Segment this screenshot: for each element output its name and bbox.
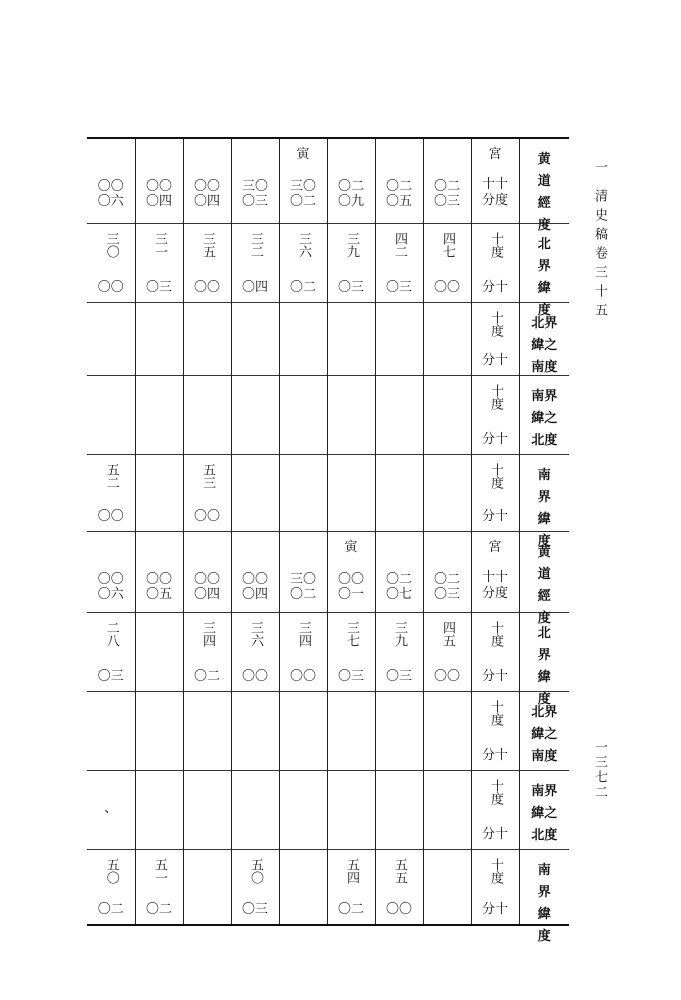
block2-row-jing [87,532,569,613]
minute-value: 〇〇 [289,669,316,684]
block2-jing-cell-5 [327,532,375,613]
block2-nanbei-cell-0 [87,771,135,850]
degree-value: 二八 [103,621,119,647]
degree-value: 三四 [200,621,215,647]
block2-bei-cell-5 [327,613,375,692]
gong-head: 十十 [481,177,508,192]
degree-value: 三九 [344,232,359,258]
minute-value: 〇〇 [97,280,124,295]
block2-jing-cell-0 [87,532,135,613]
degree-value: 三一 [152,232,167,258]
unit-degree: 十度 [488,858,503,884]
block2-nanbei-label [519,771,569,850]
block1-nan-unit [471,455,519,532]
block1-jing-label [519,138,569,233]
block1-bei-cell-2 [183,224,231,303]
block1-bei-label [519,224,569,318]
block2-beinan-label [519,692,569,771]
block2-nanbei-cell-7 [423,771,471,850]
longitude-value: 〇〇〇六 [97,572,124,602]
block1-jing-cell-3 [231,138,279,224]
longitude-value: 〇〇〇四 [193,572,220,602]
block2-nanbei-cell-2 [183,771,231,850]
block1-beinan-cell-5 [327,303,375,376]
block2-nan-label [519,850,569,944]
block2-jing-label [519,532,569,626]
longitude-value: 〇〇〇四 [193,179,220,209]
minute-value: 〇三 [337,669,364,684]
minute-value: 〇三 [97,669,124,684]
longitude-value: 〇二〇九 [337,179,364,209]
block2-nan-cell-3 [231,850,279,926]
minute-value: 〇〇 [433,669,460,684]
longitude-value: 〇〇〇四 [145,179,172,209]
block2-beinan-unit [471,692,519,771]
block2-jing-cell-7 [423,532,471,613]
minute-value: 〇〇 [241,669,268,684]
block2-nanbei-cell-4 [279,771,327,850]
block2-row-nan [87,850,569,926]
block1-beinan-cell-3 [231,303,279,376]
unit-minute: 分十 [481,902,508,917]
unit-minute: 分十 [481,353,508,368]
block1-nan-cell-1 [135,455,183,532]
block2-row-bei [87,613,569,692]
block2-row-nanbei [87,771,569,850]
unit-degree: 十度 [488,700,503,726]
block1-nan-cell-0 [87,455,135,532]
header-mark: 寅 [296,147,310,162]
longitude-value: 〇二〇七 [385,572,412,602]
row-label: 南界緯度 [537,468,551,549]
block1-nanbei-cell-6 [375,376,423,455]
minute-value: 〇〇 [385,902,412,917]
block1-beinan-cell-2 [183,303,231,376]
block1-jing-cell-5 [327,138,375,224]
block2-beinan-cell-5 [327,692,375,771]
minute-value: 〇三 [145,280,172,295]
block2-bei-cell-7 [423,613,471,692]
block2-nan-cell-2 [183,850,231,926]
unit-degree: 十度 [488,384,503,410]
block1-jing-cell-0 [87,138,135,224]
block1-bei-cell-0 [87,224,135,303]
block1-beinan-unit [471,303,519,376]
minute-value: 〇〇 [433,280,460,295]
degree-value: 五〇 [103,858,119,884]
minute-value: 〇三 [385,280,412,295]
block2-bei-unit [471,613,519,692]
block1-nanbei-cell-1 [135,376,183,455]
block2-jing-cell-6 [375,532,423,613]
longitude-value: 〇〇〇一 [337,572,364,602]
unit-degree: 十度 [488,232,503,258]
block1-bei-cell-1 [135,224,183,303]
row-label: 南界緯之北度 [531,389,558,448]
minute-value: 〇二 [193,669,220,684]
block2-jing-cell-2 [183,532,231,613]
degree-value: 三五 [200,232,215,258]
unit-minute: 分十 [481,280,508,295]
degree-value: 三六 [248,621,263,647]
longitude-value: 三〇〇三 [241,179,268,209]
block2-nan-cell-1 [135,850,183,926]
minute-value: 〇三 [241,902,268,917]
block2-nanbei-unit [471,771,519,850]
block1-bei-cell-6 [375,224,423,303]
block1-nan-label [519,455,569,549]
block1-row-nanbei [87,376,569,455]
block1-bei-unit [471,224,519,303]
block1-nanbei-cell-4 [279,376,327,455]
block1-nanbei-cell-0 [87,376,135,455]
block2-bei-cell-1 [135,613,183,692]
block1-jing-cell-6 [375,138,423,224]
minute-value: 〇二 [97,902,124,917]
row-label: 北界緯之南度 [531,705,558,764]
block1-row-nan [87,455,569,532]
block1-beinan-label [519,303,569,376]
block2-beinan-cell-3 [231,692,279,771]
block1-bei-cell-7 [423,224,471,303]
unit-minute: 分十 [481,669,508,684]
row-label: 黄道經度 [537,545,551,626]
block2-beinan-cell-7 [423,692,471,771]
longitude-value: 〇二〇五 [385,179,412,209]
longitude-value: 〇〇〇六 [97,179,124,209]
block1-row-bei [87,224,569,303]
block1-row-jing [87,138,569,224]
gong-head: 十十 [481,570,508,585]
longitude-value: 〇二〇三 [433,179,460,209]
longitude-value: 〇〇〇五 [145,572,172,602]
row-label: 黄道經度 [537,152,551,233]
block1-nanbei-cell-2 [183,376,231,455]
longitude-value: 三〇〇二 [289,179,316,209]
minute-value: 〇〇 [193,280,220,295]
unit-degree: 十度 [488,311,503,337]
block2-beinan-cell-2 [183,692,231,771]
gong-head: 宮 [488,540,502,555]
block1-row-beinan [87,303,569,376]
block2-nan-cell-5 [327,850,375,926]
block1-jing-unit [471,138,519,224]
unit-minute: 分十 [481,509,508,524]
block1-nan-cell-3 [231,455,279,532]
block2-beinan-cell-4 [279,692,327,771]
block2-nan-cell-6 [375,850,423,926]
degree-value: 三四 [296,621,311,647]
degree-value: 三六 [296,232,311,258]
block2-beinan-cell-6 [375,692,423,771]
row-label: 北界緯之南度 [531,316,558,375]
degree-value: 三七 [344,621,359,647]
minute-value: 〇〇 [193,509,220,524]
block2-jing-unit [471,532,519,613]
degree-value: 五一 [152,858,167,884]
block2-nan-cell-0 [87,850,135,926]
block1-bei-cell-5 [327,224,375,303]
block2-nanbei-cell-3 [231,771,279,850]
degree-value: 五二 [103,463,119,489]
degree-value: 三二 [248,232,263,258]
block1-beinan-cell-7 [423,303,471,376]
block1-nan-cell-6 [375,455,423,532]
block2-nanbei-cell-5 [327,771,375,850]
block2-beinan-cell-0 [87,692,135,771]
block1-beinan-cell-0 [87,303,135,376]
block2-bei-cell-4 [279,613,327,692]
page-number: 一三七二 [592,740,607,800]
unit-minute: 分十 [481,748,508,763]
degree-value: 四二 [392,232,407,258]
block2-bei-cell-3 [231,613,279,692]
row-label: 北界緯度 [537,626,551,707]
unit-degree: 十度 [488,463,503,489]
block1-jing-cell-2 [183,138,231,224]
block2-nanbei-cell-1 [135,771,183,850]
longitude-value: 三〇〇二 [289,572,316,602]
block1-jing-cell-1 [135,138,183,224]
gong-head: 分度 [481,586,508,601]
block1-nanbei-cell-3 [231,376,279,455]
unit-degree: 十度 [488,621,503,647]
block1-nan-cell-2 [183,455,231,532]
unit-minute: 分十 [481,827,508,842]
degree-value: 四五 [440,621,455,647]
minute-value: 〇四 [241,280,268,295]
block1-bei-cell-4 [279,224,327,303]
block2-jing-cell-4 [279,532,327,613]
degree-value: 五三 [200,463,215,489]
minute-value: 〇三 [337,280,364,295]
block1-beinan-cell-4 [279,303,327,376]
block1-nanbei-cell-5 [327,376,375,455]
degree-value: 五四 [344,858,359,884]
block1-nan-cell-5 [327,455,375,532]
degree-value: 三九 [392,621,407,647]
row-label: 南界緯之北度 [531,784,558,843]
gong-head: 宮 [488,147,502,162]
block1-bei-cell-3 [231,224,279,303]
block2-nan-unit [471,850,519,926]
degree-value: 五〇 [248,858,263,884]
block1-nanbei-unit [471,376,519,455]
block1-nan-cell-4 [279,455,327,532]
longitude-value: 〇〇〇四 [241,572,268,602]
minute-value: 〇〇 [97,509,124,524]
block2-nan-cell-7 [423,850,471,926]
block2-nan-cell-4 [279,850,327,926]
margin-title: 一 清史稿卷三十五 [592,160,607,323]
block2-bei-cell-2 [183,613,231,692]
row-label: 南界緯度 [537,863,551,944]
block2-bei-cell-0 [87,613,135,692]
minute-value: 〇二 [145,902,172,917]
unit-minute: 分十 [481,432,508,447]
degree-value: 三〇 [103,232,119,258]
block2-jing-cell-3 [231,532,279,613]
block2-bei-label [519,613,569,707]
block1-nanbei-cell-7 [423,376,471,455]
row-label: 北界緯度 [537,237,551,318]
unit-degree: 十度 [488,779,503,805]
block1-jing-cell-7 [423,138,471,224]
astronomy-table [87,137,569,944]
degree-value: 五五 [392,858,407,884]
minute-value: 〇二 [337,902,364,917]
block2-row-beinan [87,692,569,771]
header-mark: 寅 [344,540,358,555]
longitude-value: 〇二〇三 [433,572,460,602]
block1-beinan-cell-1 [135,303,183,376]
degree-value: 四七 [440,232,455,258]
block2-jing-cell-1 [135,532,183,613]
block1-nanbei-label [519,376,569,455]
block1-nan-cell-7 [423,455,471,532]
minute-value: 〇三 [385,669,412,684]
block2-bei-cell-6 [375,613,423,692]
stray-mark: 、 [104,801,118,816]
block1-beinan-cell-6 [375,303,423,376]
block2-nanbei-cell-6 [375,771,423,850]
gong-head: 分度 [481,193,508,208]
block2-beinan-cell-1 [135,692,183,771]
block1-jing-cell-4 [279,138,327,224]
minute-value: 〇二 [289,280,316,295]
